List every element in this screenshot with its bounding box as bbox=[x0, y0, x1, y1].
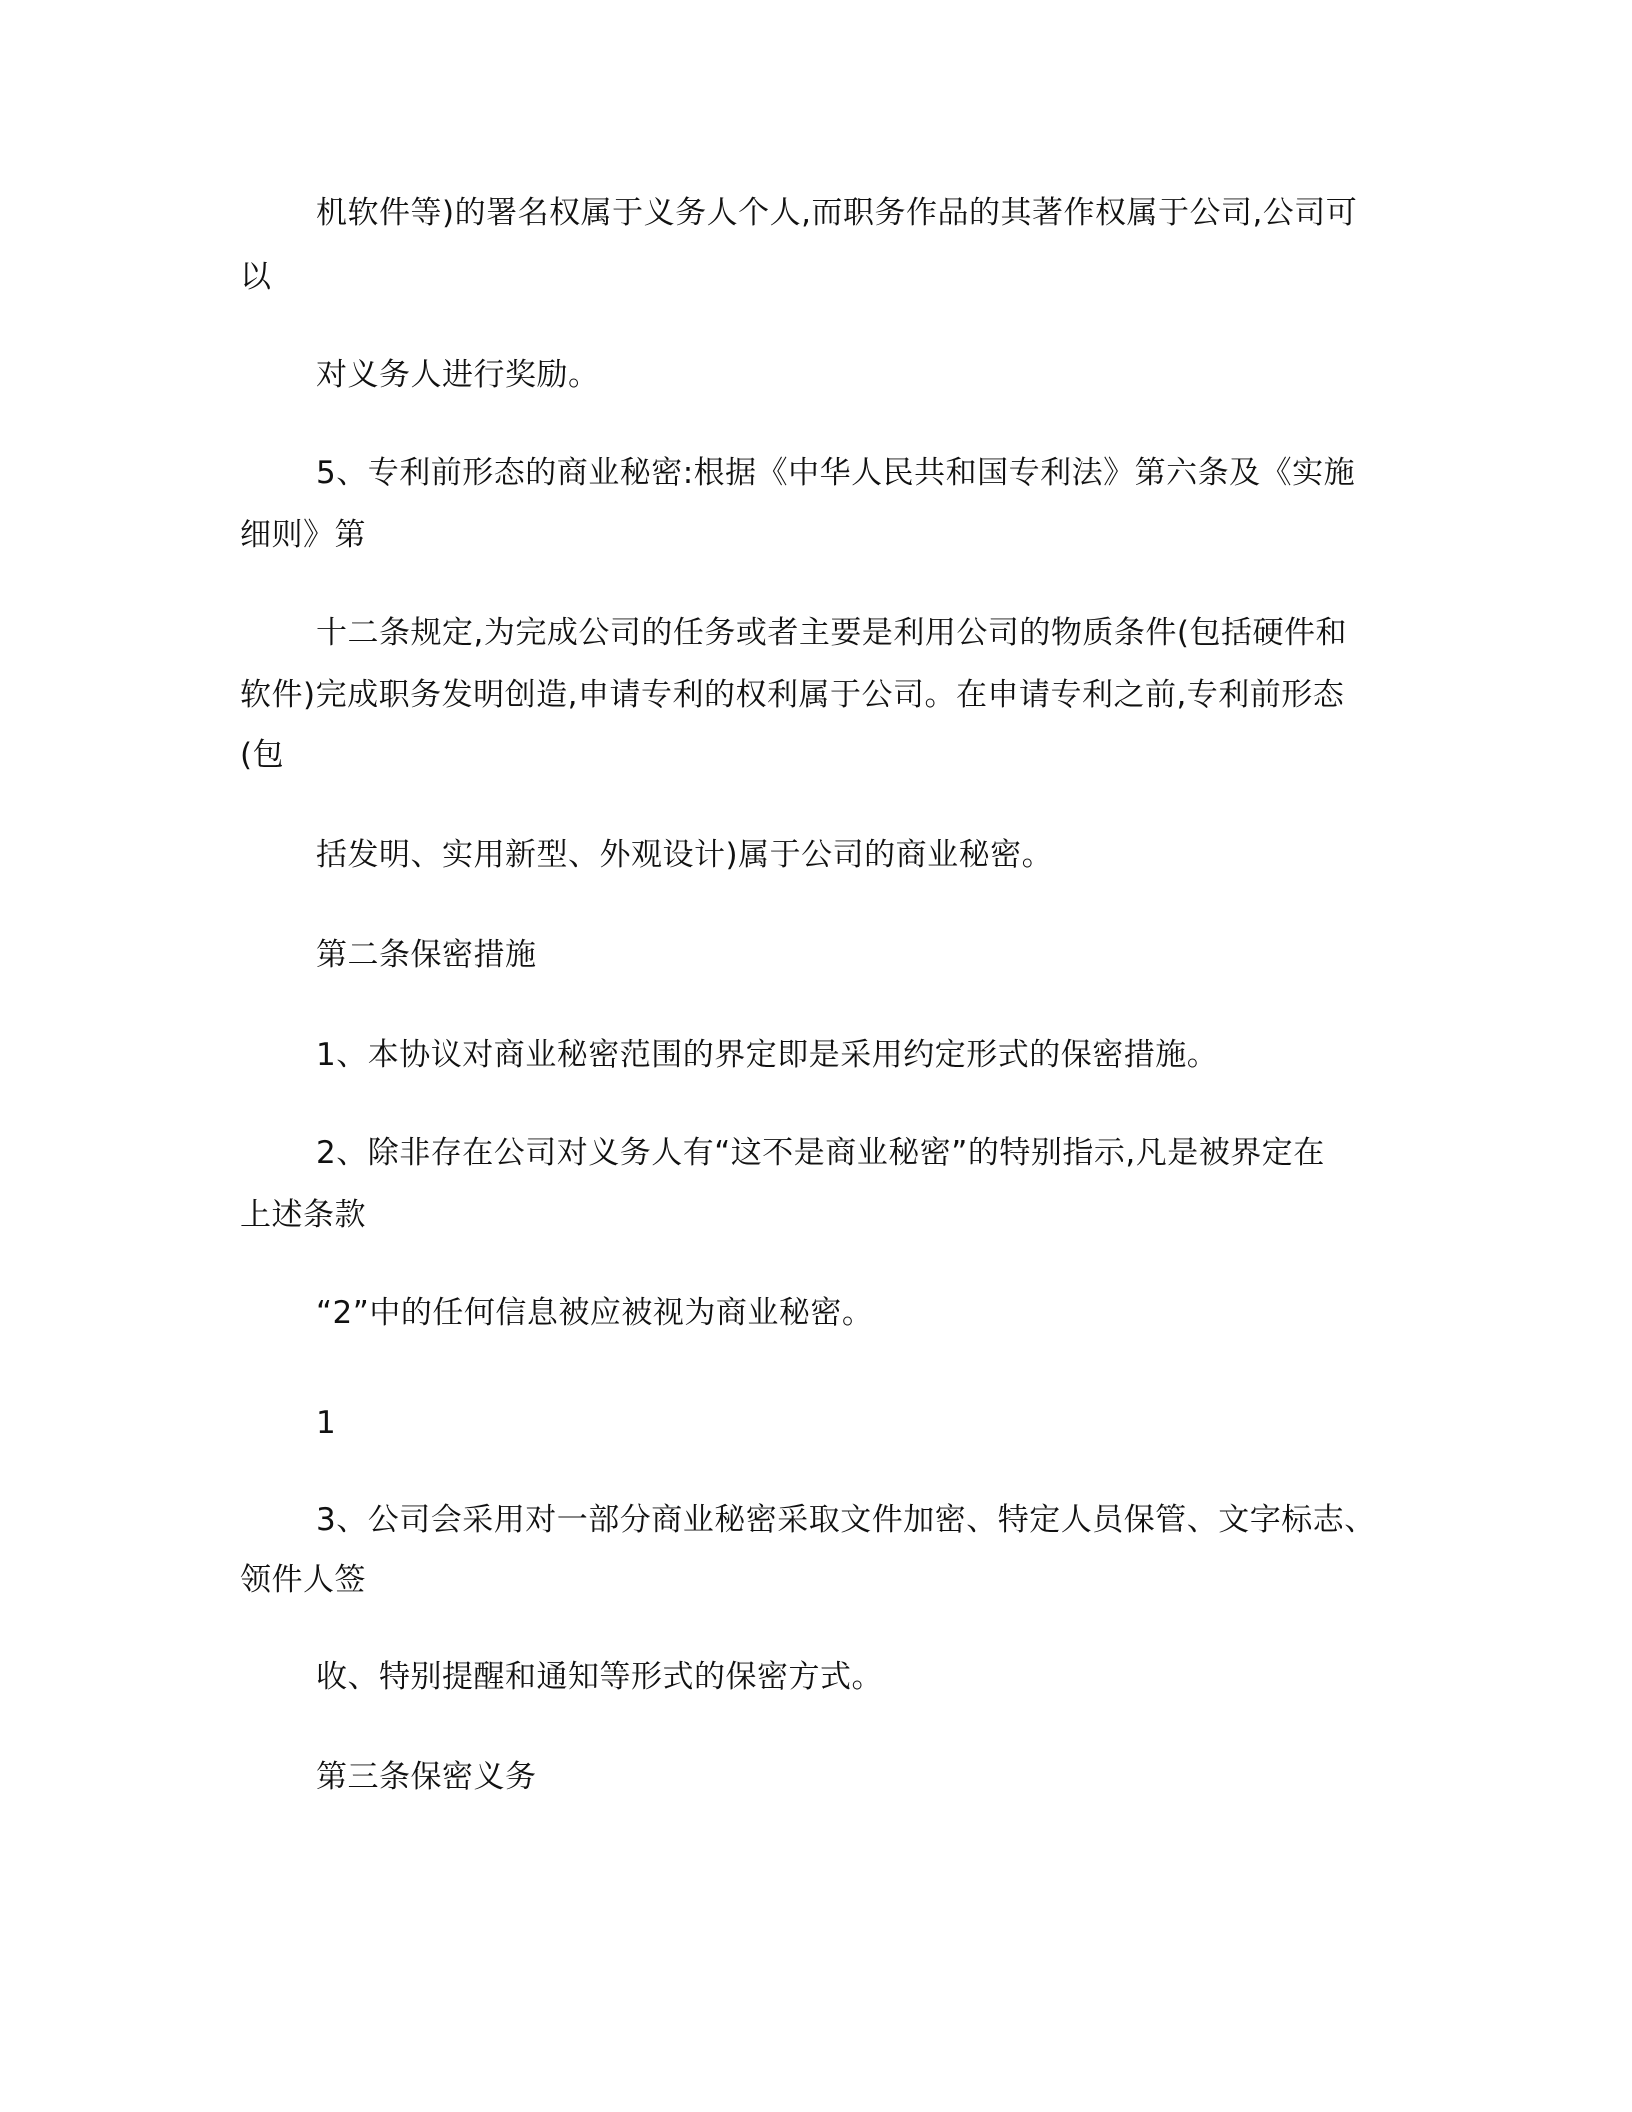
text-line: 上述条款 bbox=[240, 1197, 366, 1233]
section-heading: 第三条保密义务 bbox=[316, 1759, 537, 1795]
text-line: 对义务人进行奖励。 bbox=[316, 357, 600, 393]
text-line: 软件)完成职务发明创造,申请专利的权利属于公司。在申请专利之前,专利前形态 bbox=[240, 677, 1345, 713]
section-heading: 第二条保密措施 bbox=[316, 937, 537, 973]
page-number: 1 bbox=[316, 1405, 337, 1441]
text-line: 以 bbox=[240, 259, 272, 295]
text-line: 领件人签 bbox=[240, 1562, 366, 1598]
text-line: 3、公司会采用对一部分商业秘密采取文件加密、特定人员保管、文字标志、 bbox=[316, 1502, 1376, 1538]
text-line: 1、本协议对商业秘密范围的界定即是采用约定形式的保密措施。 bbox=[316, 1037, 1219, 1073]
text-line: 十二条规定,为完成公司的任务或者主要是利用公司的物质条件(包括硬件和 bbox=[316, 615, 1347, 651]
text-line: 细则》第 bbox=[240, 517, 366, 553]
text-line: 2、除非存在公司对义务人有“这不是商业秘密”的特别指示,凡是被界定在 bbox=[316, 1135, 1325, 1171]
text-line: 括发明、实用新型、外观设计)属于公司的商业秘密。 bbox=[316, 837, 1054, 873]
text-line: 机软件等)的署名权属于义务人个人,而职务作品的其著作权属于公司,公司可 bbox=[316, 195, 1358, 231]
text-line: (包 bbox=[240, 737, 285, 773]
text-line: 收、特别提醒和通知等形式的保密方式。 bbox=[316, 1659, 883, 1695]
text-line: 5、专利前形态的商业秘密:根据《中华人民共和国专利法》第六条及《实施 bbox=[316, 455, 1356, 491]
text-line: “2”中的任何信息被应被视为商业秘密。 bbox=[316, 1295, 874, 1331]
